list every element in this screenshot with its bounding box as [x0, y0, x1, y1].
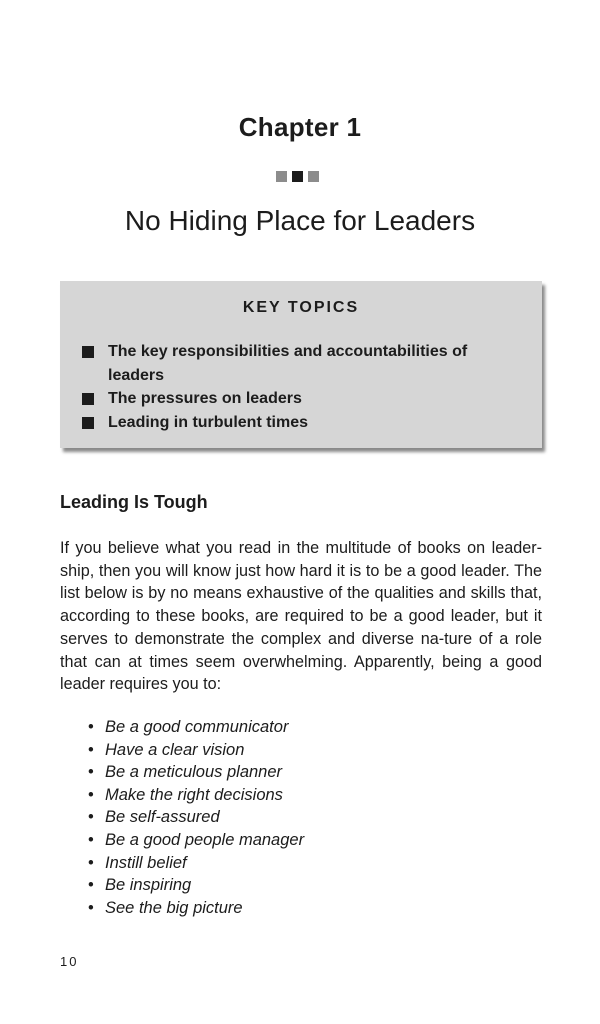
trait-text: Have a clear vision [105, 740, 245, 759]
square-bullet-icon [82, 417, 94, 429]
key-topics-heading: KEY TOPICS [242, 299, 360, 316]
ornament-square [292, 171, 303, 182]
trait-text: Be a good people manager [105, 830, 305, 849]
section-heading: Leading Is Tough [60, 492, 208, 512]
trait-item [88, 874, 304, 897]
trait-item [88, 897, 304, 920]
body-paragraph: If you believe what you read in the multitude of books on leader-ship, then you will know just how hard it is to be a good leader. The list below is by no means exhaustive of the qualities and skills that, according to these books, are required to be a good leader, but it serves to demonstrate the complex and diverse na-ture of a role that can at times seem overwhelming. Apparently, being a good leader requires you to: [60, 539, 542, 694]
bullet-dot-icon: • [88, 830, 94, 849]
trait-text: See the big picture [105, 898, 243, 917]
trait-item [88, 739, 304, 762]
bullet-dot-icon: • [88, 740, 94, 759]
trait-text: Instill belief [105, 853, 187, 872]
square-bullet-icon [82, 346, 94, 358]
trait-item [88, 761, 304, 784]
chapter-title: No Hiding Place for Leaders [124, 205, 476, 236]
bullet-dot-icon: • [88, 718, 94, 736]
key-topic-item [82, 387, 478, 411]
key-topic-item [82, 411, 478, 435]
trait-text: Be a good communicator [105, 718, 289, 736]
trait-item [88, 716, 304, 739]
trait-text: Be self-assured [105, 808, 220, 827]
bullet-dot-icon: • [88, 763, 94, 782]
key-topic-text: The key responsibilities and accountabilities of leaders [108, 343, 468, 384]
key-topics-list [82, 340, 478, 434]
key-topic-text: Leading in turbulent times [108, 413, 309, 431]
trait-item [88, 852, 304, 875]
ornament-square [276, 171, 287, 182]
chapter-ornament [276, 171, 319, 182]
square-bullet-icon [82, 393, 94, 405]
key-topic-item [82, 340, 478, 387]
page-number: 10 [60, 954, 79, 969]
key-topic-text: The pressures on leaders [108, 390, 302, 407]
bullet-dot-icon: • [88, 853, 94, 872]
trait-text: Be a meticulous planner [105, 763, 283, 782]
ornament-square [308, 171, 319, 182]
leader-traits-list [88, 716, 304, 919]
trait-text: Be inspiring [105, 876, 192, 895]
bullet-dot-icon: • [88, 785, 94, 804]
trait-text: Make the right decisions [105, 785, 283, 804]
chapter-label: Chapter 1 [238, 112, 362, 142]
bullet-dot-icon: • [88, 876, 94, 895]
trait-item [88, 806, 304, 829]
key-topics-box [60, 281, 542, 448]
bullet-dot-icon: • [88, 808, 94, 827]
trait-item [88, 784, 304, 807]
bullet-dot-icon: • [88, 898, 94, 917]
trait-item [88, 829, 304, 852]
